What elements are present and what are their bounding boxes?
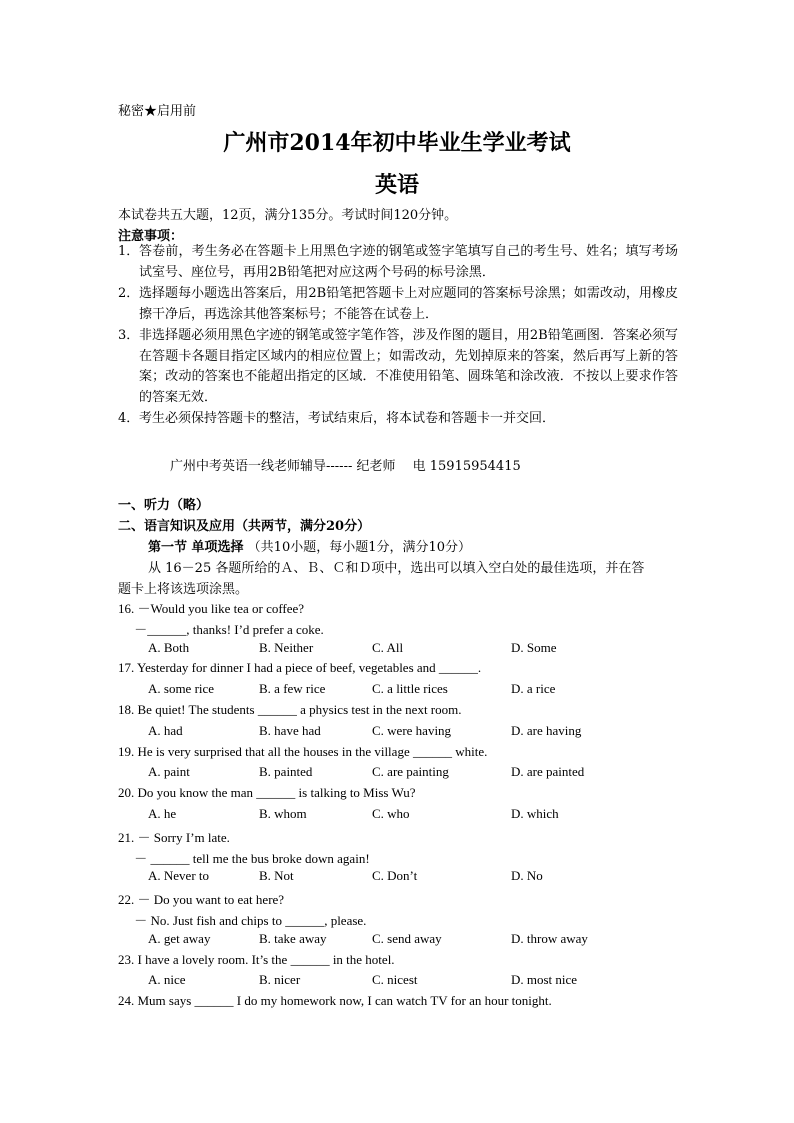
confidential-label: 秘密★启用前 [118, 104, 197, 119]
part1-instruction: 从 16－25 各题所给的Ａ、Ｂ、Ｃ和Ｄ项中，选出可以填入空白处的最佳选项，并在答 [148, 561, 645, 576]
question-stem: 19. He is very surprised that all the houses in the village ______ white. [118, 743, 488, 759]
question-stem: 17. Yesterday for dinner I had a piece of beef, vegetables and ______. [118, 660, 482, 676]
notice-number: 1． [118, 244, 140, 259]
answer-option: A. paint [148, 764, 190, 780]
notice-number: 4． [118, 411, 140, 426]
answer-option: A. nice [148, 972, 186, 988]
answer-option: A. had [148, 722, 183, 738]
notice-text: 考生必须保持答题卡的整洁，考试结束后，将本试卷和答题卡一并交回． [139, 411, 556, 426]
question-dialogue-line: － ______ tell me the bus broke down again! [118, 850, 370, 866]
notice-text: 答卷前，考生务必在答题卡上用黑色字迹的钢笔或签字笔填写自己的考生号、姓名；填写考场试室号、座位号，再用2B铅笔把对应这两个号码的标号涂黑． [139, 244, 678, 280]
subject-title: 英语 [374, 172, 419, 198]
notice-item [118, 284, 678, 325]
part1-instruction: 题卡上将该选项涂黑。 [118, 582, 249, 597]
answer-option: C. send away [372, 930, 442, 946]
notice-text: 非选择题必须用黑色字迹的钢笔或签字笔作答，涉及作图的题目，用2B铅笔画图．答案必须写在答题卡各题目指定区域内的相应位置上；如需改动，先划掉原来的答案，然后再写上新的答案；改动的答案也不能超出指定的区域．不准使用铅笔、圆珠笔和涂改液．不按以上要求作答的答案无效． [139, 328, 678, 405]
answer-option: A. get away [148, 930, 211, 946]
question-stem: 22. － Do you want to eat here? [118, 892, 285, 908]
answer-option: B. Not [259, 868, 294, 884]
notice-number: 3． [118, 328, 140, 343]
answer-option: A. Both [148, 639, 190, 655]
notice-item [118, 242, 678, 283]
answer-option: C. a little rices [372, 681, 448, 697]
part1-note: （共10小题，每小题1分，满分10分） [247, 540, 472, 555]
answer-option: C. who [372, 806, 410, 821]
answer-option: B. Neither [259, 639, 314, 655]
answer-option: D. which [511, 806, 559, 821]
notice-text: 选择题每小题选出答案后，用2B铅笔把答题卡上对应题同的答案标号涂黑；如需改动，用橡皮擦干净后，再选涂其他答案标号；不能答在试卷上． [139, 286, 678, 322]
answer-option: D. are having [511, 722, 582, 738]
part1-heading [148, 536, 471, 555]
question-stem: 16. －Would you like tea or coffee? [118, 601, 305, 616]
answer-option: D. are painted [511, 764, 585, 780]
answer-option: D. No [511, 868, 543, 884]
answer-option: B. have had [259, 722, 321, 738]
notice-item [118, 326, 678, 408]
answer-option: D. throw away [511, 930, 588, 946]
answer-option: B. nicer [259, 972, 301, 988]
exam-intro: 本试卷共五大题，12页，满分135分。考试时间120分钟。 [118, 208, 458, 223]
question-stem: 21. － Sorry I’m late. [118, 829, 230, 845]
question-dialogue-line: －______, thanks! I’d prefer a coke. [118, 621, 324, 637]
answer-option: B. painted [259, 764, 313, 780]
answer-option: C. were having [372, 722, 452, 738]
answer-option: B. take away [259, 930, 327, 946]
tutor-contact: 广州中考英语一线老师辅导------ 纪老师 电 15915954415 [170, 459, 521, 474]
notice-heading: 注意事项： [118, 229, 184, 244]
answer-option: D. most nice [511, 972, 578, 988]
section-listening: 一、听力（略） [118, 498, 210, 513]
answer-option: B. whom [259, 806, 307, 821]
notice-item [118, 409, 678, 430]
question-stem: 24. Mum says ______ I do my homework now, I can watch TV for an hour tonight. [118, 993, 552, 1009]
question-stem: 18. Be quiet! The students ______ a physics test in the next room. [118, 702, 462, 717]
question-stem: 23. I have a lovely room. It’s the ______ in the hotel. [118, 951, 395, 967]
question-stem: 20. Do you know the man ______ is talking to Miss Wu? [118, 785, 416, 801]
answer-option: C. Don’t [372, 868, 418, 884]
answer-option: A. Never to [148, 868, 210, 884]
answer-option: D. Some [511, 639, 557, 655]
answer-option: A. he [148, 806, 177, 821]
answer-option: C. are painting [372, 764, 449, 780]
answer-option: C. nicest [372, 972, 418, 988]
section-language: 二、语言知识及应用（共两节，满分20分） [118, 519, 371, 534]
part1-title: 第一节 单项选择 [148, 540, 244, 555]
answer-option: B. a few rice [259, 681, 326, 697]
notice-number: 2． [118, 286, 140, 301]
answer-option: D. a rice [511, 681, 556, 697]
exam-title: 广州市2014年初中毕业生学业考试 [223, 130, 571, 156]
answer-option: A. some rice [148, 681, 215, 697]
question-dialogue-line: － No. Just fish and chips to ______, please. [118, 913, 367, 928]
answer-option: C. All [372, 639, 404, 655]
